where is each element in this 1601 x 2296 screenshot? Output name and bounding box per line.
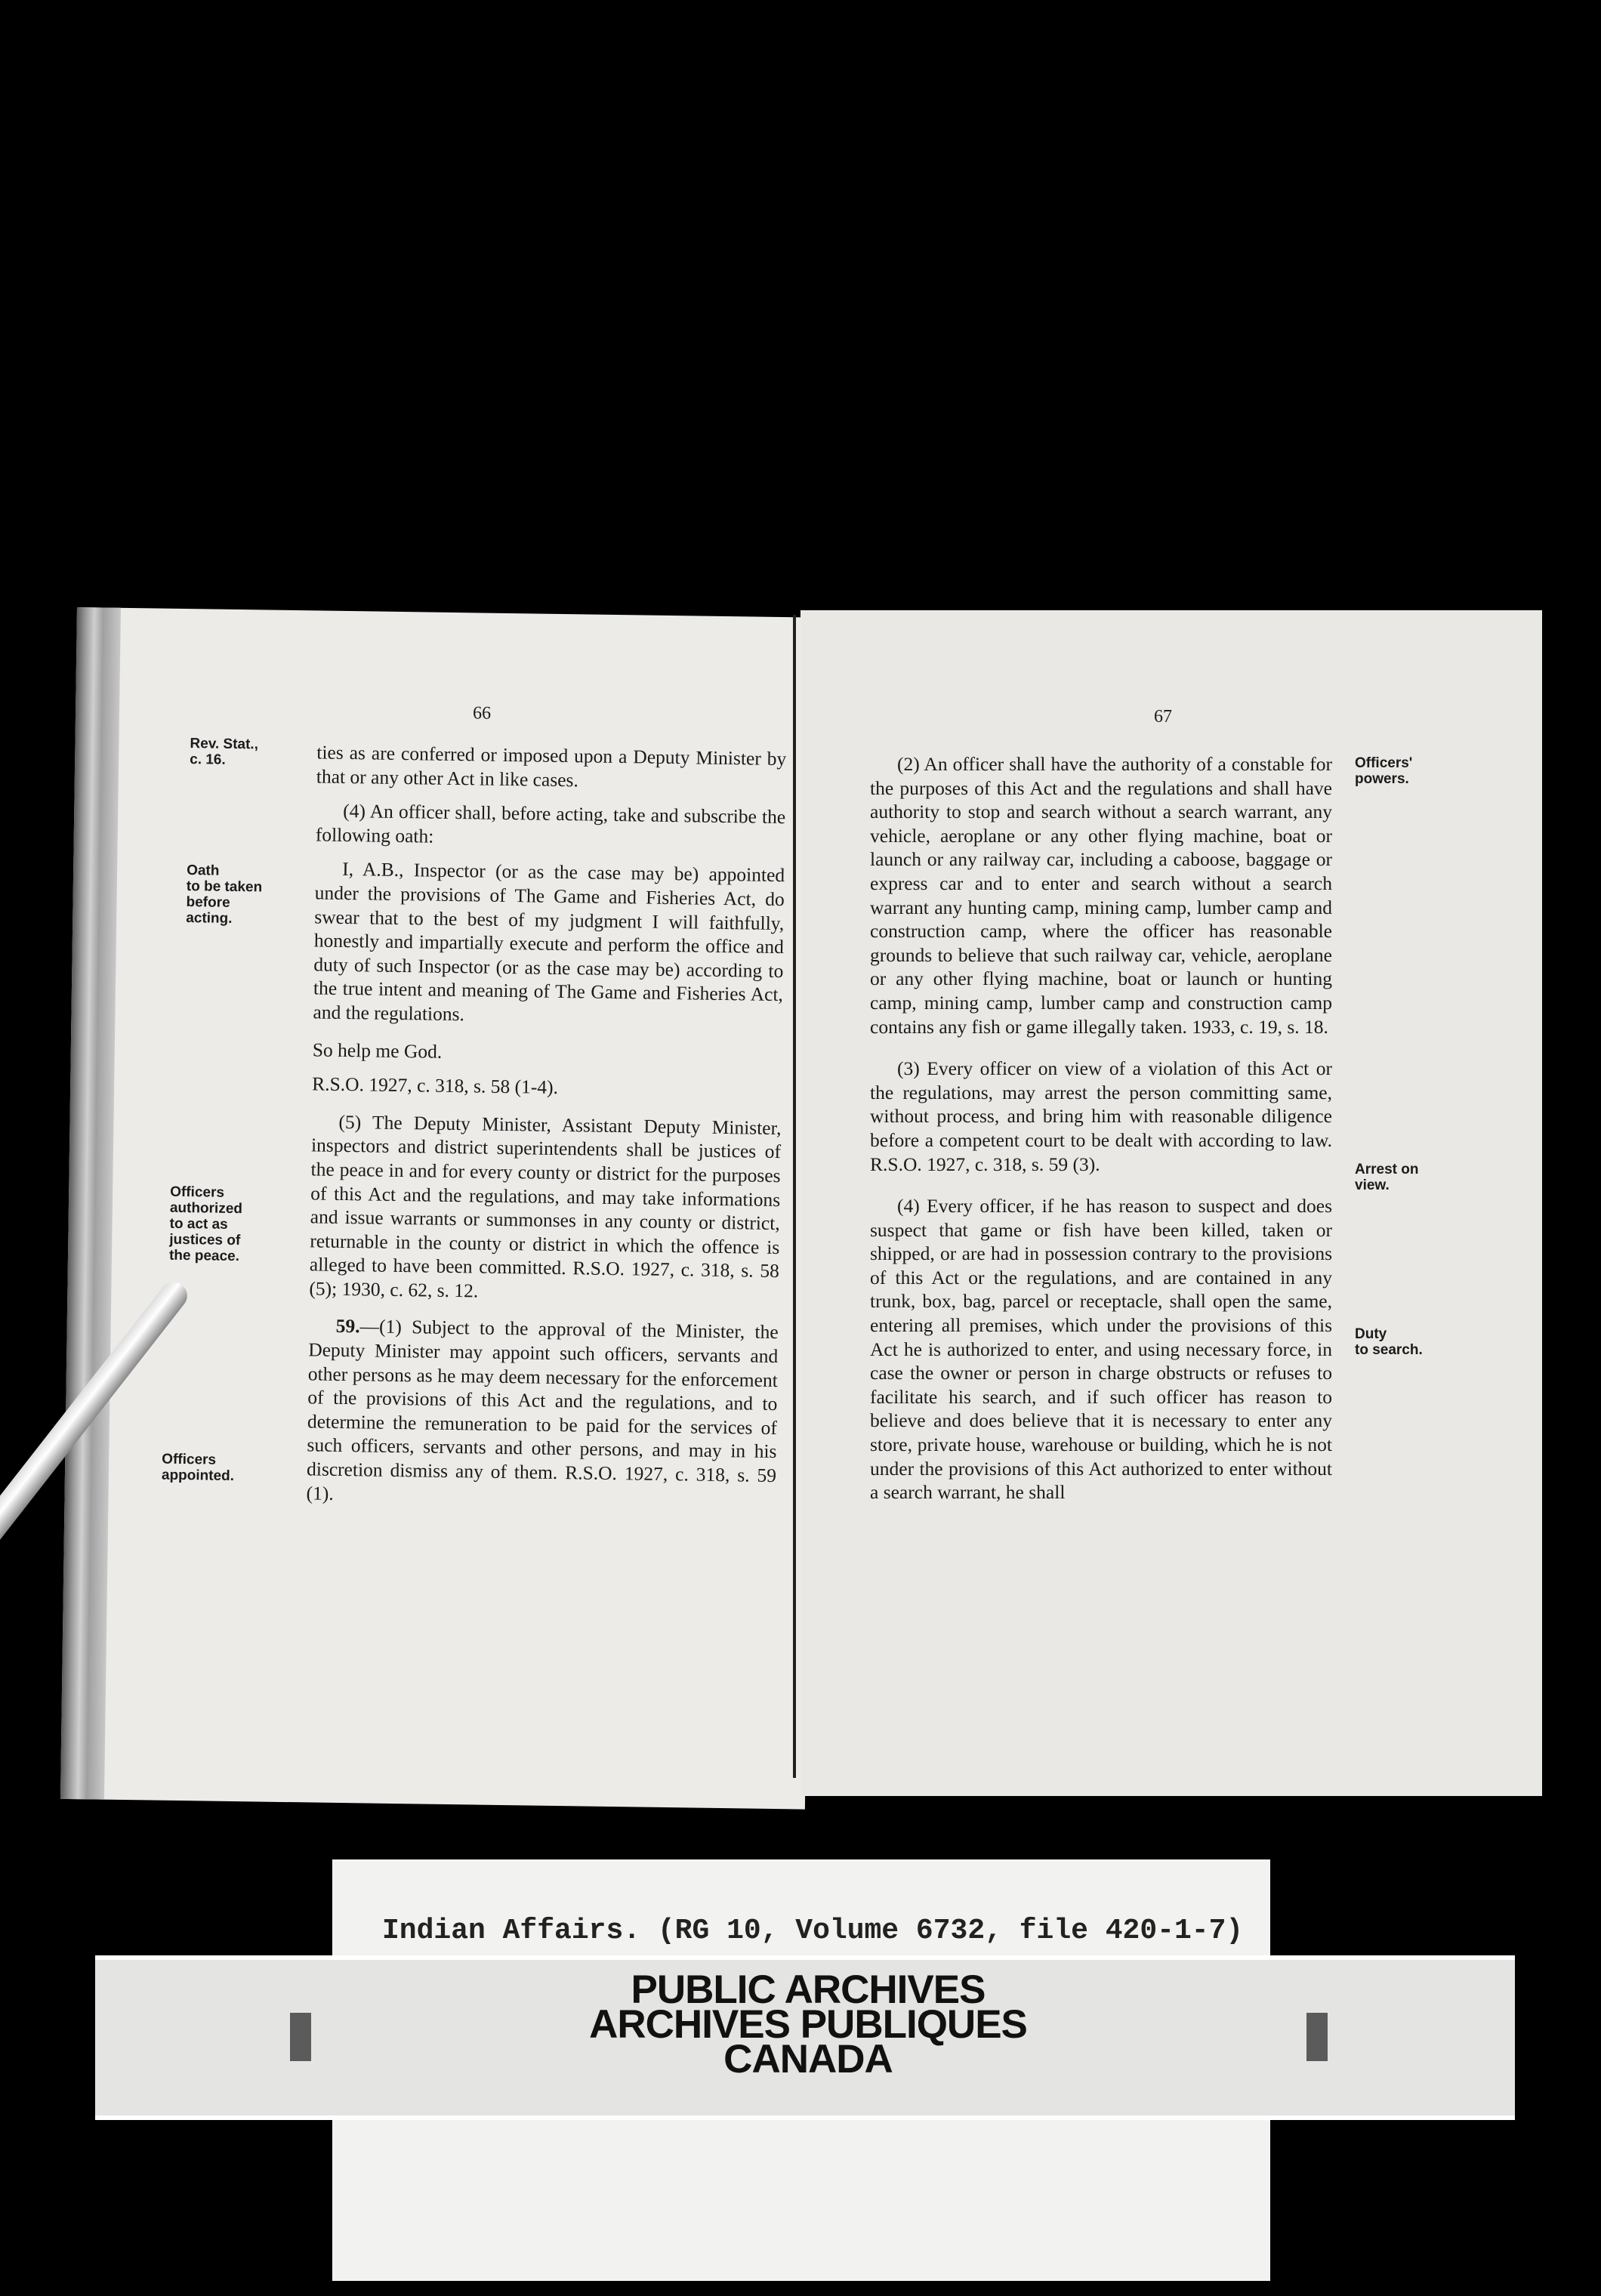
- right-text-column: [870, 752, 1332, 1504]
- section-59-paragraph: [306, 1314, 778, 1511]
- book-spread: [77, 607, 1547, 1799]
- margin-note-duty: Duty to search.: [1355, 1326, 1423, 1358]
- margin-note-powers: Officers' powers.: [1355, 755, 1413, 787]
- left-paragraph-1: ties as are conferred or imposed upon a Deputy Minister by that or any other Act in like cases.: [316, 741, 787, 791]
- right-paragraph-3: (4) Every officer, if he has reason to suspect and does suspect that game or fish have been killed, taken or shipped, or are had in possession contrary to the provisions of this Act or the regulations, and are contained in any trunk, box, bag, parcel or receptacle, shall open the same, entering all premises, which under the provisions of this Act he is authorized to enter, and using necessary force, in case the owner or person in charge obstructs or refuses to facilitate his search, and if such officer has reason to believe and does believe that it is necessary to enter any store, private house, warehouse or building, which he is not under the provisions of this Act authorized to enter without a search warrant, he shall: [870, 1195, 1332, 1504]
- oath-closing: So help me God.: [312, 1038, 443, 1063]
- left-paragraph-5: (5) The Deputy Minister, Assistant Deputy Minister, inspectors and district superintendents shall be justices of the peace in and for every county or district for the purposes of this Act and the regulations, and may take informations and issue warrants or summonses in any county or district, returnable in the county or district in which the offence is alleged to have been committed. R.S.O. 1927, c. 318, s. 58 (5); 1930, c. 62, s. 12.: [309, 1110, 782, 1302]
- oath-paragraph: I, A.B., Inspector (or as the case may be) appointed under the provisions of The Game and Fisheries Act, do swear that to the best of my judgment I will faithfully, honestly and impartially execute and perform the office and duty of such Inspector (or as the case may be) according to the true intent and meaning of The Game and Fisheries Act, and the regulations.: [313, 858, 785, 1026]
- left-paragraph-2: (4) An officer shall, before acting, take and subscribe the following oath:: [315, 800, 786, 847]
- section-59-text: —(1) Subject to the approval of the Minister, the Deputy Minister may appoint such officers, servants and other persons as he may deem necessary for the enforcement of the provisions of this Act and the regulations, and to determine the remuneration to be paid for the services of such officers, servants and other persons, and may in his discretion dismiss any of them. R.S.O. 1927, c. 318, s. 59 (1).: [306, 1315, 779, 1504]
- stamp-line-2: ARCHIVES PUBLIQUES: [589, 2002, 1027, 2047]
- archives-stamp: [529, 1967, 1087, 2082]
- page-edges: [60, 607, 121, 1800]
- label-clip-right: [1306, 2013, 1328, 2061]
- section-number: 59.: [335, 1315, 360, 1338]
- reference-typed-line: Indian Affairs. (RG 10, Volume 6732, file 420-1-7): [382, 1915, 1244, 1947]
- right-paragraph-1: (2) An officer shall have the authority of a constable for the purposes of this Act and the regulations and shall have authority to stop and search without a search warrant, any vehicle, aeroplane or any other flying machine, boat or launch or any railway car, including a caboose, baggage or express car and to enter and search without a search warrant any hunting camp, mining camp, lumber camp and construction camp, where the officer has reasonable grounds to believe that such railway car, vehicle, aeroplane or any other flying machine, boat or launch or hunting camp, mining camp, lumber camp and construction camp contains any fish or game illegally taken. 1933, c. 19, s. 18.: [870, 753, 1332, 1038]
- label-clip-left: [290, 2013, 311, 2061]
- right-page: [800, 610, 1542, 1796]
- left-text-column: [306, 740, 786, 1511]
- right-paragraph-2: (3) Every officer on view of a violation of this Act or the regulations, may arrest the person committing same, without process, and bring him with reasonable diligence before a competent court to be dealt with according to law. R.S.O. 1927, c. 318, s. 59 (3).: [870, 1057, 1332, 1175]
- margin-note-rev-stat: Rev. Stat., c. 16.: [190, 736, 259, 768]
- stamp-line-3: CANADA: [723, 2037, 893, 2082]
- book-gutter: [793, 615, 796, 1778]
- margin-note-officers-appointed: Officers appointed.: [161, 1451, 235, 1485]
- margin-note-arrest: Arrest on view.: [1355, 1162, 1419, 1193]
- oath-citation: R.S.O. 1927, c. 318, s. 58 (1-4).: [312, 1072, 559, 1099]
- margin-note-oath: Oath to be taken before acting.: [186, 863, 263, 927]
- left-folio: 66: [472, 703, 492, 724]
- left-page: [60, 607, 822, 1810]
- margin-note-justices: Officers authorized to act as justices of the peace.: [168, 1183, 243, 1265]
- right-folio: 67: [1154, 707, 1172, 727]
- stamp-line-1: PUBLIC ARCHIVES: [631, 1967, 986, 2012]
